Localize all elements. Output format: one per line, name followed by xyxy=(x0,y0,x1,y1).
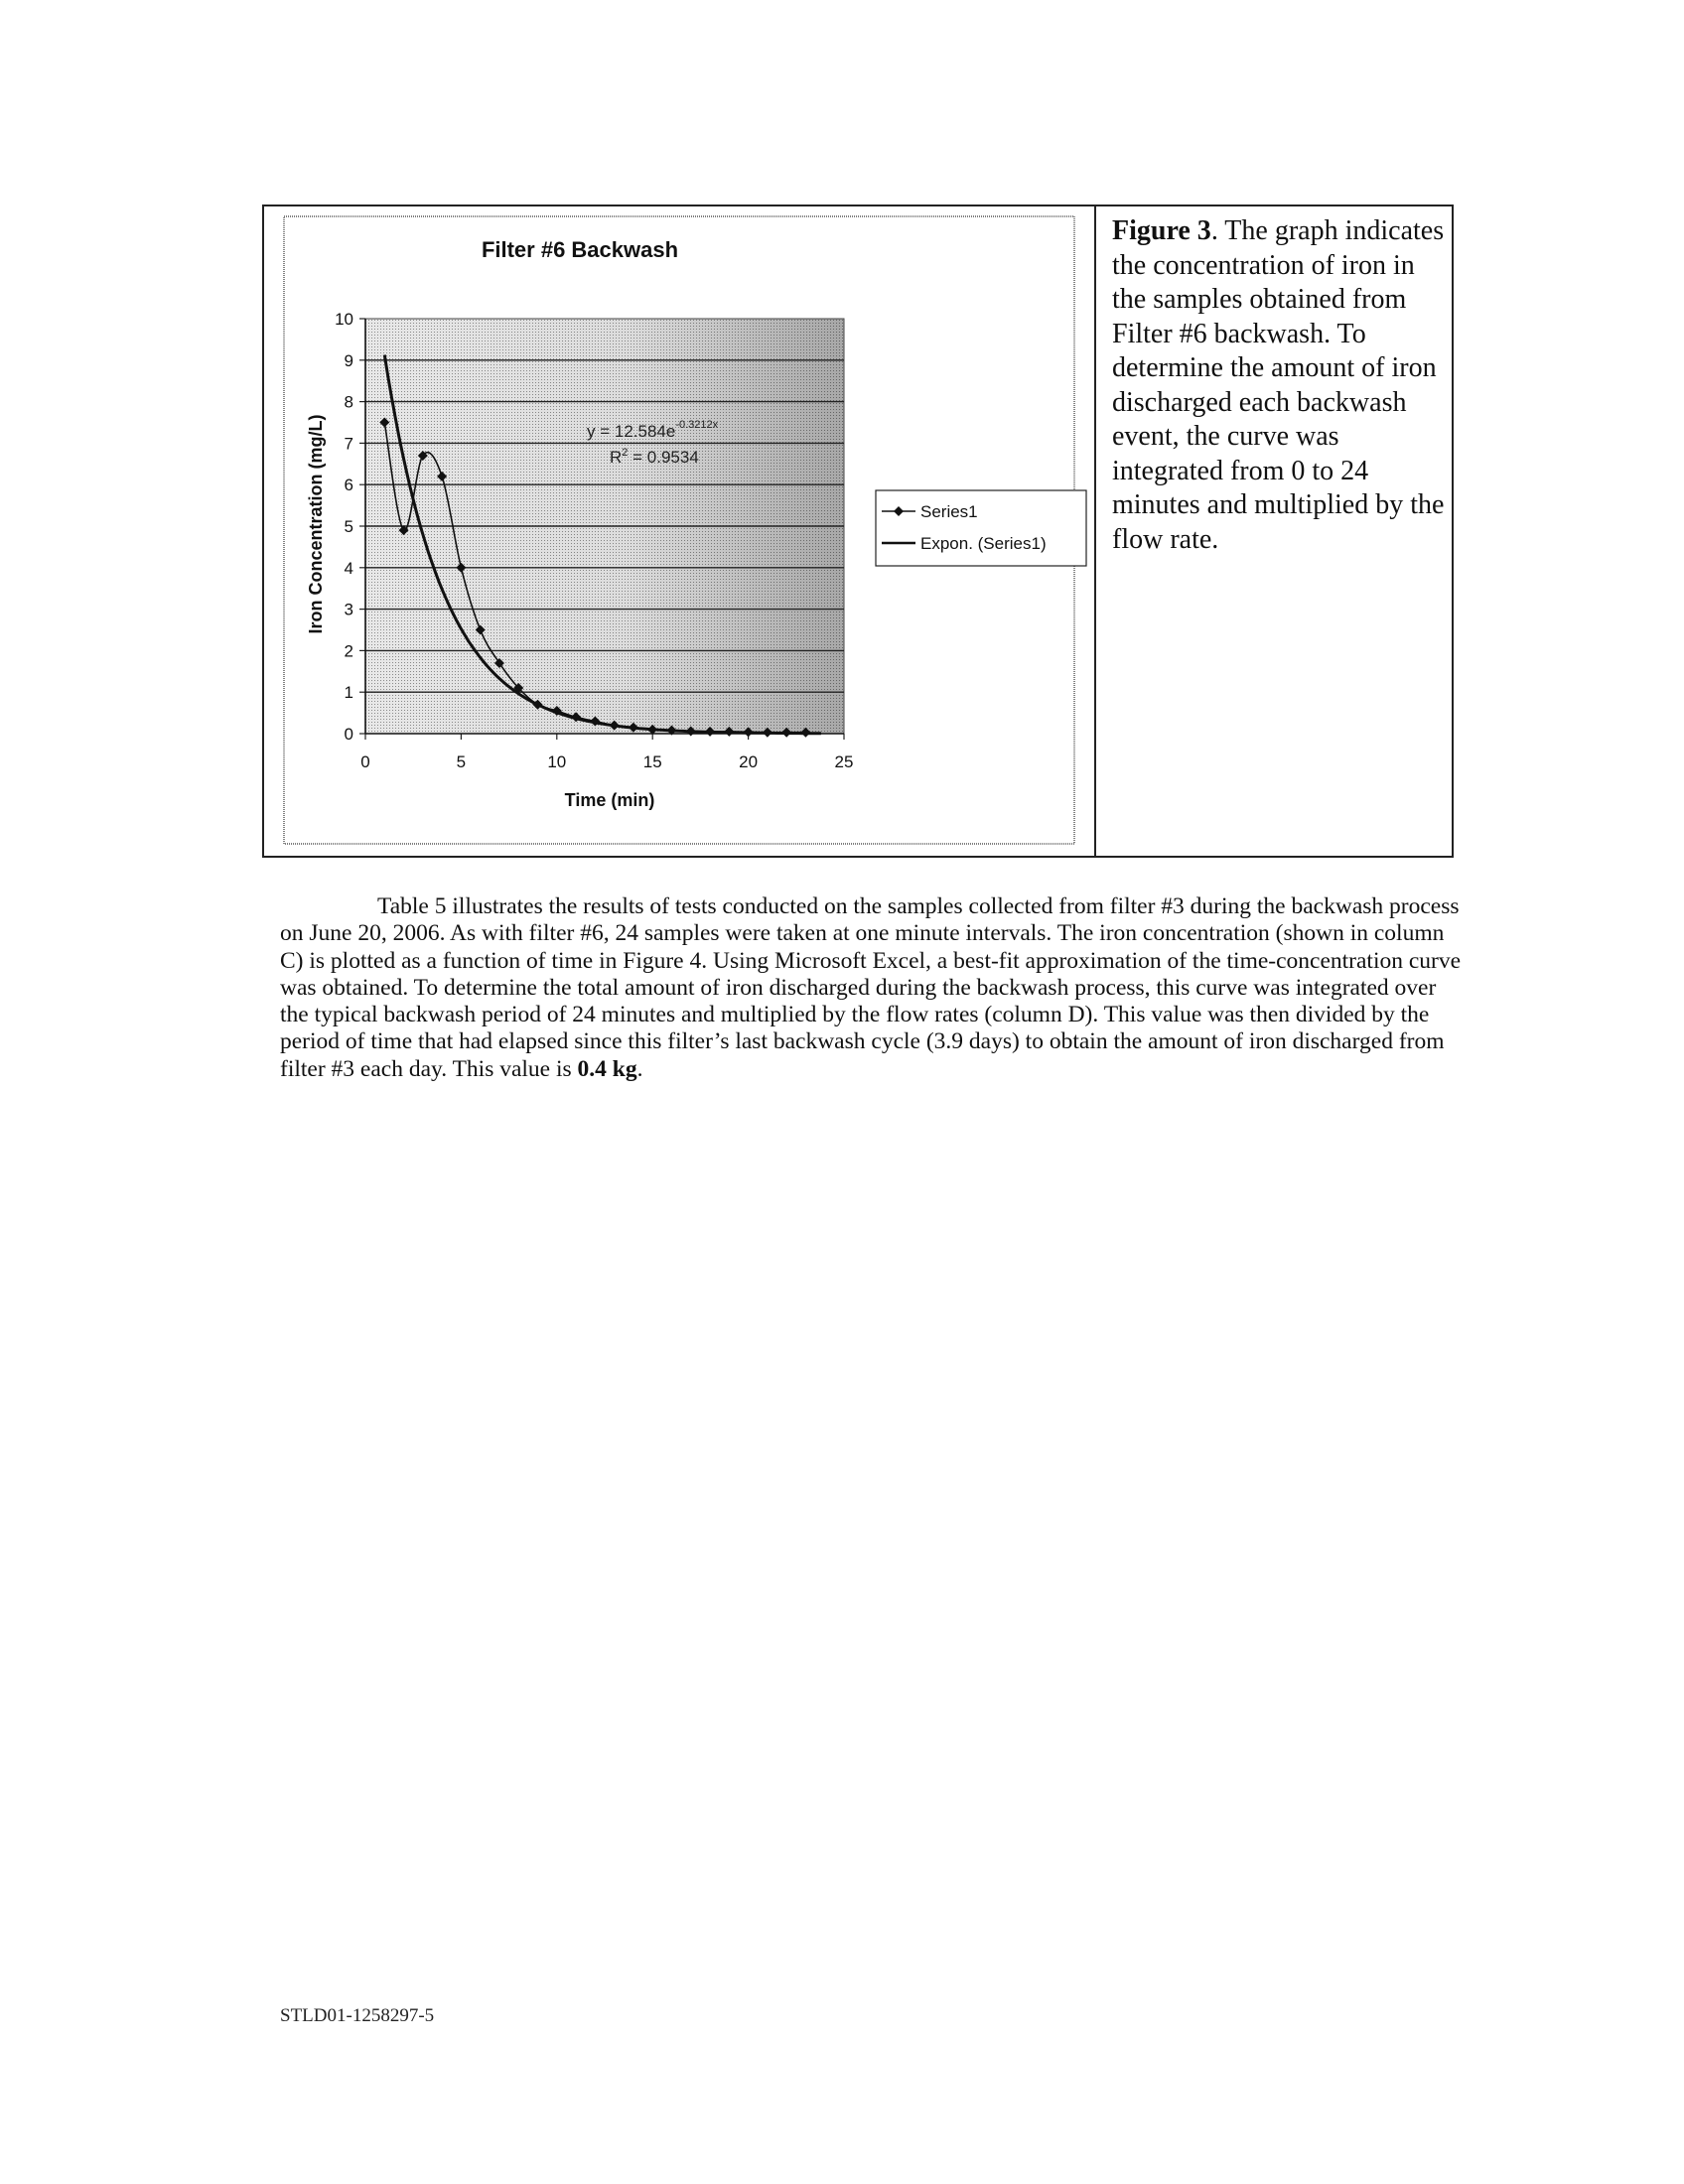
y-tick-label-3: 3 xyxy=(344,600,353,619)
y-tick-label-1: 1 xyxy=(344,683,353,703)
caption-label: Figure 3 xyxy=(1112,215,1211,246)
y-tick-label-5: 5 xyxy=(344,517,353,536)
chart xyxy=(264,206,1094,856)
r2-prefix: R xyxy=(610,448,623,467)
table-divider xyxy=(1094,206,1096,856)
y-tick-label-8: 8 xyxy=(344,392,353,412)
figure-caption xyxy=(1112,214,1446,557)
y-tick-label-7: 7 xyxy=(344,434,353,454)
chart-title: Filter #6 Backwash xyxy=(481,237,679,262)
y-tick-label-10: 10 xyxy=(335,310,353,329)
r2-value: = 0.9534 xyxy=(628,448,699,467)
y-tick-label-4: 4 xyxy=(344,558,353,578)
equation-prefix: y = 12.584e xyxy=(587,422,676,441)
y-tick-labels xyxy=(335,310,353,744)
y-axis-label: Iron Concentration (mg/L) xyxy=(306,414,326,634)
y-tick-label-9: 9 xyxy=(344,350,353,370)
x-tick-label-25: 25 xyxy=(834,752,854,771)
figure-table xyxy=(262,205,1454,858)
y-tick-label-2: 2 xyxy=(344,641,353,661)
caption-text: . The graph indicates the concentration of iron in the samples obtained from Filter #6 backwash. To determine the amount of iron discharged each backwash event, the curve was integrated from 0 to 24 minutes and multiplied by the flow rate. xyxy=(1112,215,1445,555)
legend xyxy=(876,490,1086,566)
x-axis-label: Time (min) xyxy=(564,790,655,810)
y-tick-label-6: 6 xyxy=(344,476,353,495)
x-tick-label-5: 5 xyxy=(456,752,467,771)
x-tick-label-20: 20 xyxy=(739,752,759,771)
body-bold-value: 0.4 kg xyxy=(577,1055,637,1082)
y-tick-label-0: 0 xyxy=(344,725,353,744)
x-tick-label-10: 10 xyxy=(547,752,567,771)
legend-box xyxy=(876,490,1086,566)
r2-superscript: 2 xyxy=(622,447,629,459)
footer-doc-id: STLD01-1258297-5 xyxy=(280,2005,435,2026)
equation-exponent: -0.3212x xyxy=(675,419,719,431)
body-text: Table 5 illustrates the results of tests conducted on the samples collected from filter #3 during the backwash process on June 20, 2006. As with filter #6, 24 samples were taken at one minute intervals. The iron concentration (shown in column C) is plotted as a function of time in Figure 4. Using Microsoft Excel, a best-fit approximation of the time-concentration curve was obtained. To determine the total amount of iron discharged during the backwash process, this curve was integrated over the typical backwash period of 24 minutes and multiplied by the flow rates (column D). This value was then divided by the period of time that had elapsed since this filter’s last backwash cycle (3.9 days) to obtain the amount of iron discharged from filter #3 each day. This value is xyxy=(280,893,1462,1082)
x-tick-label-0: 0 xyxy=(360,752,370,771)
body-paragraph xyxy=(280,893,1462,1083)
x-tick-label-15: 15 xyxy=(642,752,662,771)
body-text-end: . xyxy=(636,1055,643,1082)
legend-trendline-label: Expon. (Series1) xyxy=(920,534,1047,553)
x-tick-labels xyxy=(360,752,853,771)
legend-series1-label: Series1 xyxy=(920,502,978,521)
chart-cell xyxy=(264,206,1094,856)
